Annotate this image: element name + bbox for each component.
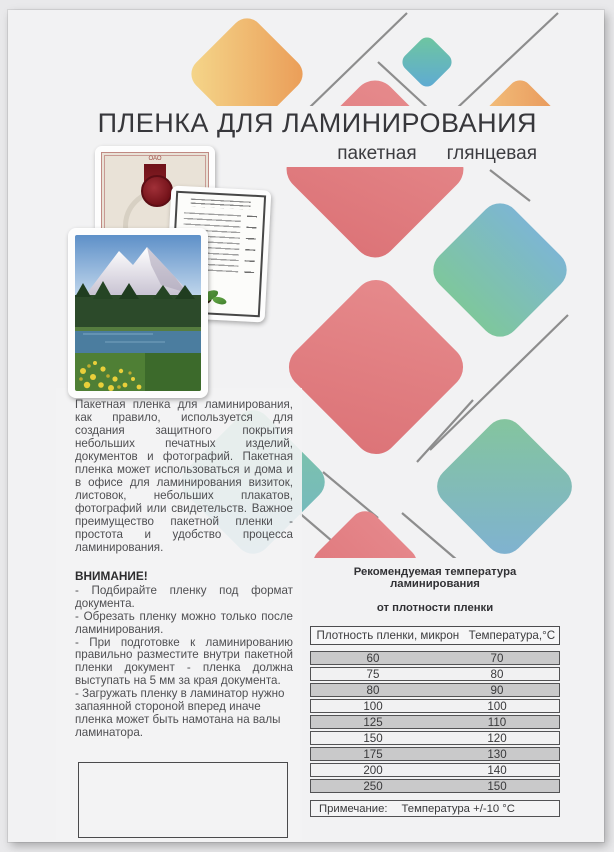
table-cell: 80 xyxy=(490,667,504,681)
table-cell: 150 xyxy=(487,779,507,793)
menu-heading-lines xyxy=(190,198,251,209)
menu-price-lines xyxy=(244,215,257,276)
attention-section xyxy=(75,570,293,740)
table-row xyxy=(310,699,560,713)
table-cell: 70 xyxy=(490,651,504,665)
green-leaf-icon xyxy=(212,295,228,307)
table-note xyxy=(310,800,560,817)
landscape-photo-sample xyxy=(68,228,208,398)
table-cell: 150 xyxy=(363,731,383,745)
table-cell: 110 xyxy=(487,715,507,729)
landscape-photo xyxy=(75,235,201,391)
table-cell: 120 xyxy=(487,731,507,745)
table-cell: 140 xyxy=(487,763,507,777)
table-row xyxy=(310,651,560,665)
table-row xyxy=(310,715,560,729)
table-body xyxy=(310,651,560,793)
column-header-density: Плотность пленки, микрон xyxy=(316,629,460,642)
temperature-table-section xyxy=(310,566,560,817)
decor-line xyxy=(490,170,530,201)
table-cell: 90 xyxy=(490,683,504,697)
column-header-temperature: Температура,°С xyxy=(468,629,556,642)
document-page xyxy=(8,10,604,842)
table-header-row xyxy=(310,626,560,645)
table-cell: 130 xyxy=(487,747,507,761)
table-cell: 125 xyxy=(363,715,383,729)
subtitle-word-glyantsevaya: глянцевая xyxy=(446,143,537,164)
table-row xyxy=(310,763,560,777)
certificate-org-label: ОАО xyxy=(148,156,162,162)
table-row xyxy=(310,667,560,681)
table-row xyxy=(310,747,560,761)
table-cell: 60 xyxy=(366,651,380,665)
table-title-line2: от плотности пленки xyxy=(376,602,494,614)
table-row xyxy=(310,731,560,745)
note-value: Температура +/-10 °С xyxy=(401,802,515,815)
certificate-seal-icon xyxy=(141,175,173,207)
attention-item: - Загружать пленку в ламинатор нужно запаянной стороной вперед иначе пленка может быть намотана на валы ламинатора. xyxy=(75,687,285,739)
subtitle-word-paketnaya: пакетная xyxy=(337,143,417,164)
table-cell: 100 xyxy=(363,699,383,713)
attention-item: - Обрезать пленку можно только после ламинирования. xyxy=(75,609,293,636)
intro-paragraph: Пакетная пленка для ламинирования, как правило, используется для создания защитного покрытия небольших печатных изделий, документов и фотографий. Пакетная пленка может использоваться и дома и в офисе для ламинирования визиток, листовок, небольших плакатов, фотографий или свидетельств. Важное преимущество пакетной пленки - простота и удобство процесса ламинирования. xyxy=(75,398,293,554)
table-title-line1: Рекомендуемая температура ламинирования xyxy=(353,566,517,590)
table-cell: 75 xyxy=(366,667,380,681)
page-title: ПЛЕНКА ДЛЯ ЛАМИНИРОВАНИЯ xyxy=(97,108,537,138)
empty-note-box xyxy=(78,762,288,838)
table-cell: 175 xyxy=(363,747,383,761)
table-cell: 250 xyxy=(363,779,383,793)
attention-item: - Подбирайте пленку под формат документа. xyxy=(75,583,293,610)
attention-item: - При подготовке к ламинированию правильно разместите внутри пакетной пленки документ - пленка должна выступать на 5 мм за края документа. xyxy=(75,635,293,688)
table-cell: 200 xyxy=(363,763,383,777)
table-cell: 100 xyxy=(487,699,507,713)
note-label: Примечание: xyxy=(319,802,388,815)
attention-heading: ВНИМАНИЕ! xyxy=(75,569,148,583)
table-cell: 80 xyxy=(366,683,380,697)
table-row xyxy=(310,779,560,793)
page-subtitle xyxy=(337,143,537,165)
table-row xyxy=(310,683,560,697)
